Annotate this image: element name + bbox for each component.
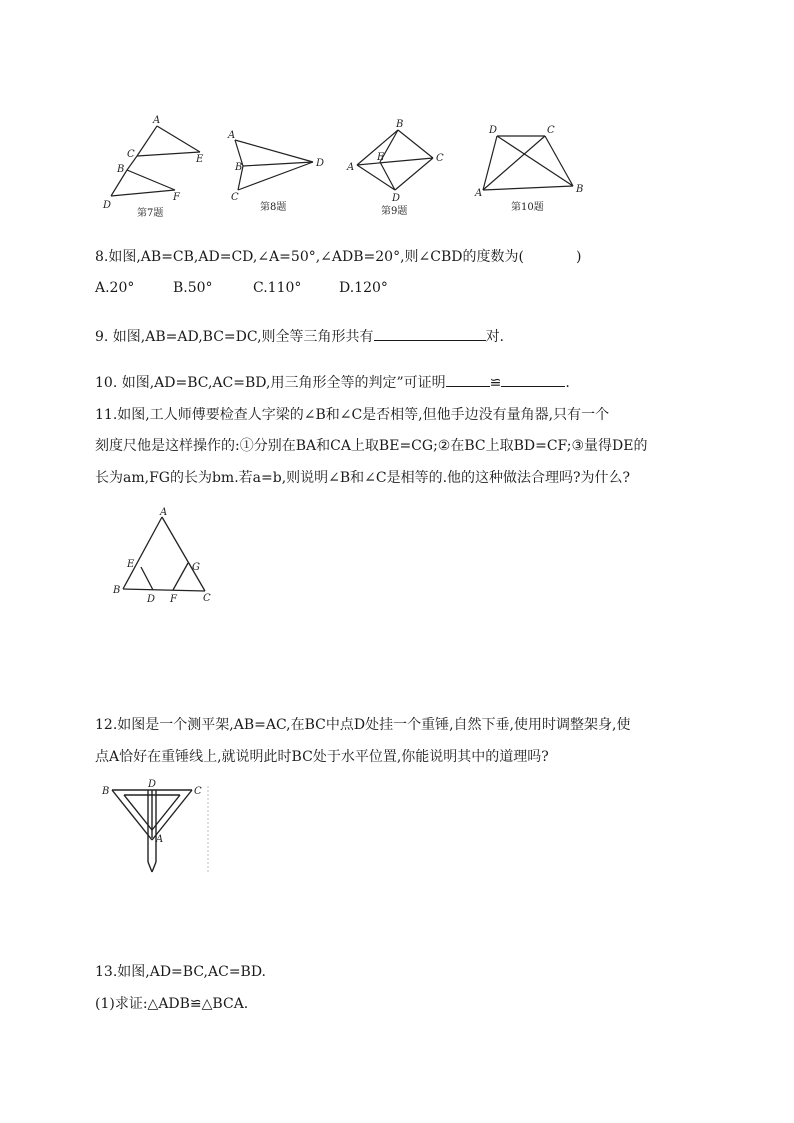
q13-line-1: 13.如图,AD=BC,AC=BD. (95, 964, 267, 980)
q8-option-d: D.120° (339, 280, 388, 296)
q10-line (95, 372, 570, 393)
fig9-label-b: B (396, 119, 404, 130)
fig10-label-b: B (576, 184, 584, 195)
fig9-label-d: D (392, 193, 401, 204)
q11-label-f: F (170, 594, 177, 605)
q10-congruent-symbol: ≌ (489, 375, 502, 391)
q12-line-2: 点A恰好在重锤线上,就说明此时BC处于水平位置,你能说明其中的道理吗? (95, 749, 549, 765)
figure-9 (357, 130, 433, 190)
q11-label-d: D (147, 594, 156, 605)
q9-blank[interactable] (374, 326, 486, 341)
q11-line-2: 刻度尺他是这样操作的:①分别在BA和CA上取BE=CG;②在BC上取BD=CF;③量得DE的 (95, 438, 648, 454)
q11-label-c: C (203, 593, 211, 604)
q11-label-e: E (127, 559, 135, 570)
fig8-label-b: B (235, 162, 243, 173)
q12-label-c: C (194, 786, 202, 797)
q13-line-2: (1)求证:△ADB≌△BCA. (95, 996, 249, 1012)
fig10-label-d: D (489, 125, 498, 136)
q11-figure (105, 505, 225, 615)
q11-label-a: A (160, 507, 168, 518)
q12-label-b: B (102, 786, 110, 797)
q10-blank-2[interactable] (501, 372, 565, 387)
q10-blank-1[interactable] (446, 372, 490, 387)
q9-line (95, 326, 504, 347)
q12-figure (100, 778, 212, 878)
fig8-label-c: C (231, 192, 239, 203)
q11-line-3: 长为am,FG的长为bm.若a=b,则说明∠B和∠C是相等的.他的这种做法合理吗?为什么? (95, 470, 631, 486)
q12-label-a: A (156, 834, 164, 845)
q11-label-g: G (192, 562, 200, 573)
q10-text: 10. 如图,AD=BC,AC=BD,用三角形全等的判定”可证明 (95, 375, 446, 391)
q8-options (95, 278, 388, 298)
q12-line-1: 12.如图是一个测平架,AB=AC,在BC中点D处挂一个重锤,自然下垂,使用时调整架身,使 (95, 717, 631, 733)
fig7-label-d: D (103, 200, 112, 211)
fig7-label-e: E (196, 154, 204, 165)
fig10-label-c: C (547, 125, 555, 136)
fig7-label-b: B (117, 164, 125, 175)
fig9-label-e: E (377, 152, 385, 163)
figure-10 (483, 136, 573, 190)
fig8-label-d: D (316, 158, 325, 169)
q8-line (95, 247, 581, 267)
fig7-label-c: C (127, 149, 135, 160)
fig9-label-c: C (436, 153, 444, 164)
fig10-label-a: A (475, 188, 483, 199)
fig8-caption: 第8题 (260, 202, 287, 213)
fig7-label-f: F (173, 192, 180, 203)
q11-label-b: B (113, 585, 121, 596)
q8-option-a: A.20° (95, 280, 135, 296)
q12-label-d: D (148, 779, 157, 790)
fig7-caption: 第7题 (137, 208, 164, 219)
fig9-label-a: A (347, 162, 355, 173)
q8-option-c: C.110° (253, 280, 302, 296)
figure-7 (111, 126, 200, 196)
fig9-caption: 第9题 (381, 206, 408, 217)
q8-close: ) (575, 249, 582, 265)
q8-text: 8.如图,AB=CB,AD=CD,∠A=50°,∠ADB=20°,则∠CBD的度数为( (95, 249, 524, 265)
q9-tail: 对. (485, 329, 505, 345)
q9-text: 9. 如图,AB=AD,BC=DC,则全等三角形共有 (95, 329, 374, 345)
q8-option-b: B.50° (173, 280, 213, 296)
q10-tail: . (565, 375, 570, 391)
figure-8 (235, 140, 313, 190)
fig7-label-a: A (153, 115, 161, 126)
q11-line-1: 11.如图,工人师傅要检查人字梁的∠B和∠C是否相等,但他手边没有量角器,只有一个 (95, 407, 610, 423)
fig10-caption: 第10题 (511, 202, 544, 213)
fig8-label-a: A (228, 130, 236, 141)
figures-top (95, 110, 615, 230)
